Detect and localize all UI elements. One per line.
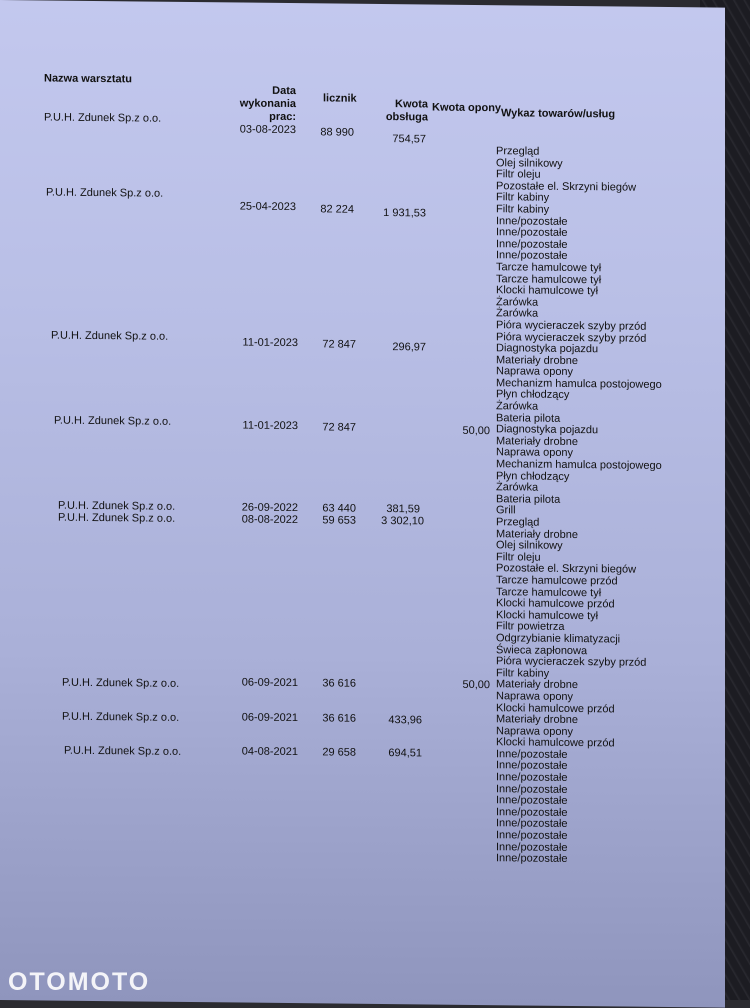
record-service-amount: 296,97 [392, 341, 426, 354]
item-entry: Klocki hamulcowe przód [496, 701, 615, 715]
item-entry: Filtr kabiny [496, 191, 550, 205]
record-tire-amount: 50,00 [462, 678, 490, 692]
item-entry: Przegląd [496, 516, 540, 529]
item-entry: Pozostałe el. Skrzyni biegów [496, 562, 637, 577]
item-entry: Naprawa opony [496, 690, 574, 703]
item-entry: Inne/pozostałe [496, 748, 568, 761]
item-entry: Tarcze hamulcowe tył [496, 261, 602, 275]
record-odometer: 29 658 [322, 746, 356, 759]
header-odometer: licznik [323, 92, 357, 105]
item-entry: Grill [496, 504, 516, 517]
record-service-amount: 433,96 [388, 714, 422, 727]
item-entry: Inne/pozostałe [496, 771, 568, 785]
record-odometer: 36 616 [322, 712, 356, 725]
record-odometer: 63 440 [322, 502, 356, 515]
item-entry: Inne/pozostałe [496, 249, 568, 263]
item-entry: Pióra wycieraczek szyby przód [496, 319, 647, 333]
item-entry: Inne/pozostałe [496, 794, 568, 808]
item-entry: Filtr kabiny [496, 666, 550, 680]
record-workshop: P.U.H. Zdunek Sp.z o.o. [46, 186, 164, 200]
item-entry: Naprawa opony [496, 365, 574, 379]
item-entry: Pióra wycieraczek szyby przód [496, 655, 647, 669]
item-entry: Mechanizm hamulca postojowego [496, 377, 662, 391]
item-entry: Filtr powietrza [496, 620, 565, 634]
record-date: 04-08-2021 [241, 745, 298, 759]
item-entry: Inne/pozostałe [496, 840, 568, 854]
item-entry: Diagnostyka pojazdu [496, 423, 599, 437]
item-entry: Klocki hamulcowe przód [496, 736, 615, 750]
item-entry: Pozostałe el. Skrzyni biegów [496, 179, 637, 194]
item-entry: Tarcze hamulcowe tył [496, 272, 602, 286]
item-entry: Klocki hamulcowe tył [496, 608, 599, 623]
item-entry: Bateria pilota [496, 411, 561, 425]
item-entry: Inne/pozostałe [496, 214, 568, 228]
item-entry: Inne/pozostałe [496, 759, 568, 773]
item-entry: Płyn chłodzący [496, 388, 570, 402]
item-entry: Inne/pozostałe [496, 782, 568, 796]
item-entry: Inne/pozostałe [496, 226, 568, 240]
record-odometer: 82 224 [320, 203, 354, 216]
item-entry: Przegląd [496, 145, 540, 158]
record-workshop: P.U.H. Zdunek Sp.z o.o. [44, 111, 162, 125]
header-date-line-2: wykonania [239, 97, 296, 111]
header-service-line-2: obsługa [385, 111, 428, 124]
item-entry: Materiały drobne [496, 353, 578, 367]
item-entry: Olej silnikowy [496, 539, 563, 553]
record-workshop: P.U.H. Zdunek Sp.z o.o. [51, 329, 169, 343]
header-workshop: Nazwa warsztatu [44, 72, 133, 86]
item-entry: Filtr kabiny [496, 203, 550, 216]
item-entry: Żarówka [496, 307, 539, 320]
item-entry: Tarcze hamulcowe tył [496, 585, 602, 599]
record-workshop: P.U.H. Zdunek Sp.z o.o. [62, 710, 180, 724]
record-service-amount: 694,51 [388, 747, 422, 760]
items-list [496, 146, 662, 867]
record-odometer: 72 847 [322, 338, 356, 351]
item-entry: Klocki hamulcowe tył [496, 284, 599, 298]
record-date: 11-01-2023 [242, 336, 298, 350]
otomoto-watermark: OTOMOTO [8, 968, 151, 996]
record-workshop: P.U.H. Zdunek Sp.z o.o. [58, 499, 176, 513]
record-odometer: 72 847 [322, 421, 356, 434]
header-date-line-3: prac: [269, 110, 296, 124]
record-workshop: P.U.H. Zdunek Sp.z o.o. [54, 414, 172, 428]
item-entry: Bateria pilota [496, 493, 561, 506]
item-entry: Materiały drobne [496, 713, 578, 727]
record-date: 06-09-2021 [241, 676, 298, 690]
record-service-amount: 381,59 [386, 503, 420, 516]
item-entry: Klocki hamulcowe przód [496, 597, 615, 611]
record-odometer: 59 653 [322, 514, 356, 527]
item-entry: Inne/pozostałe [496, 806, 568, 819]
item-entry: Filtr oleju [496, 168, 541, 181]
record-workshop: P.U.H. Zdunek Sp.z o.o. [62, 676, 180, 690]
item-entry: Materiały drobne [496, 435, 578, 448]
item-entry: Inne/pozostałe [496, 829, 568, 842]
record-date: 03-08-2023 [239, 123, 296, 137]
item-entry: Olej silnikowy [496, 156, 563, 170]
item-entry: Filtr oleju [496, 550, 541, 564]
header-tire-amount: Kwota opony [432, 101, 502, 115]
record-date: 11-01-2023 [242, 419, 298, 433]
item-entry: Świeca zapłonowa [496, 643, 588, 657]
record-date: 26-09-2022 [241, 501, 298, 515]
item-entry: Pióra wycieraczek szyby przód [496, 330, 647, 345]
item-entry: Materiały drobne [496, 527, 578, 541]
item-entry: Inne/pozostałe [496, 852, 568, 866]
record-service-amount: 3 302,10 [381, 514, 424, 528]
item-entry: Inne/pozostałe [496, 817, 568, 831]
item-entry: Mechanizm hamulca postojowego [496, 458, 662, 472]
record-date: 08-08-2022 [241, 513, 298, 527]
item-entry: Płyn chłodzący [496, 469, 570, 483]
item-entry: Żarówka [496, 400, 539, 413]
item-entry: Inne/pozostałe [496, 237, 568, 251]
record-date: 25-04-2023 [239, 200, 296, 214]
record-service-amount: 1 931,53 [383, 207, 426, 220]
item-entry: Żarówka [496, 481, 539, 494]
record-odometer: 36 616 [322, 677, 356, 690]
record-tire-amount: 50,00 [462, 424, 490, 438]
item-entry: Diagnostyka pojazdu [496, 342, 599, 356]
header-items: Wykaz towarów/usług [501, 107, 616, 121]
record-service-amount: 754,57 [392, 133, 426, 146]
item-entry: Naprawa opony [496, 724, 574, 738]
item-entry: Tarcze hamulcowe przód [496, 574, 618, 588]
record-workshop: P.U.H. Zdunek Sp.z o.o. [64, 744, 182, 758]
record-odometer: 88 990 [320, 126, 354, 139]
record-date: 06-09-2021 [241, 711, 298, 725]
item-entry: Materiały drobne [496, 678, 578, 692]
header-date-line-1: Data [272, 84, 296, 98]
item-entry: Naprawa opony [496, 446, 574, 460]
record-workshop: P.U.H. Zdunek Sp.z o.o. [58, 511, 176, 525]
item-entry: Żarówka [496, 295, 539, 309]
header-service-line-1: Kwota [395, 98, 428, 111]
item-entry: Odgrzybianie klimatyzacji [496, 632, 621, 646]
